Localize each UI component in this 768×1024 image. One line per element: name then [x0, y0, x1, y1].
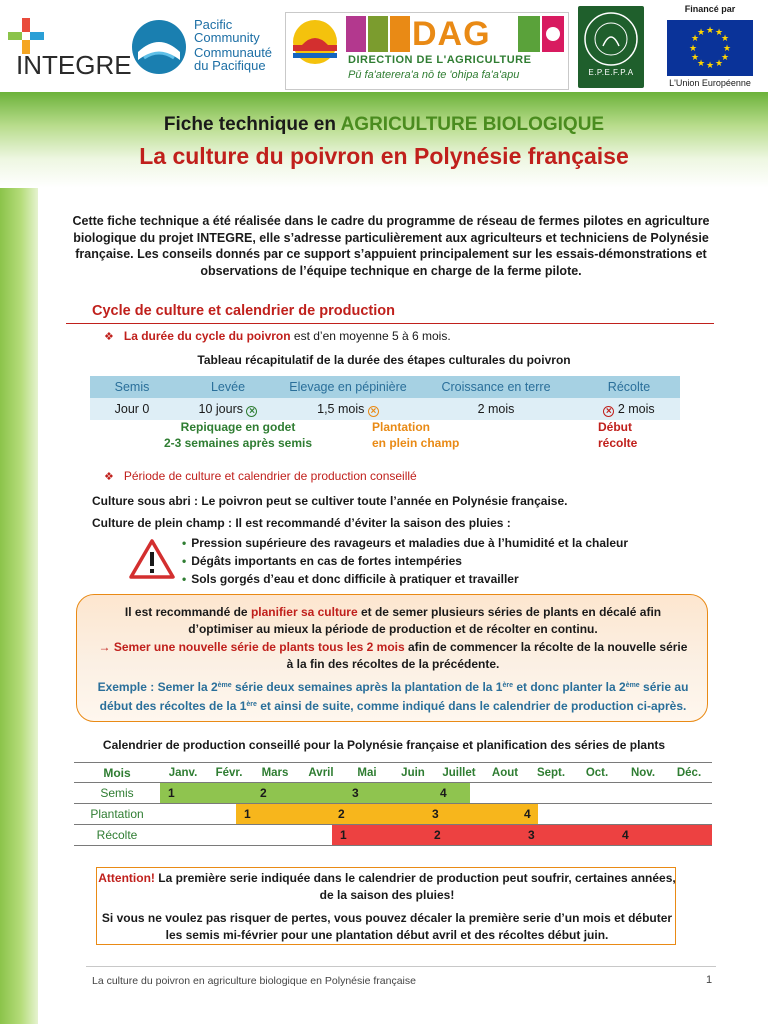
svg-text:★: ★: [705, 61, 715, 71]
agriculture-pictogram-icon: [346, 16, 410, 52]
list-item: • Sols gorgés d’eau et donc difficile à pratiquer et travailler: [182, 570, 628, 588]
semis-series-2: 2: [252, 783, 344, 803]
example-text: début des récoltes de la 1: [99, 699, 247, 713]
pacific-community-en: Pacific Community: [194, 17, 260, 45]
left-green-bar: [0, 92, 38, 1024]
dag-wordmark: DAG: [412, 15, 491, 53]
recolte-series-2: 2: [428, 825, 524, 845]
calendar-caption: Calendrier de production conseillé pour la Polynésie française et planification des séries de plants: [102, 738, 666, 752]
svg-text:★: ★: [714, 28, 724, 38]
doc-title: La culture du poivron en Polynésie française: [139, 143, 629, 169]
advice-example: [77, 677, 709, 715]
union-europeenne-label: L'Union Européenne: [669, 78, 751, 88]
pacific-community-emblem-icon: [130, 18, 188, 76]
eu-funding-logo: [655, 2, 765, 90]
header-levee: Levée: [210, 380, 246, 394]
culture-plein-champ: Culture de plein champ : Il est recommandé d’éviter la saison des pluies :: [92, 516, 511, 530]
attention-text: La première serie indiquée dans le calendrier de production peut soufrir, certaines années, de la saison des pluies!: [154, 871, 676, 902]
month-oct: Oct.: [585, 766, 609, 779]
svg-text:★: ★: [696, 59, 706, 69]
section-rule: [66, 323, 714, 324]
diamond-bullet-icon: ❖: [104, 471, 114, 483]
duration-table: [90, 376, 680, 420]
orange-marker-icon: ×: [368, 406, 379, 417]
note-repiquage: Repiquage en godet 2-3 semaines après semis: [163, 420, 313, 450]
example-text: Exemple : Semer la 2: [97, 680, 218, 694]
superscript: ème: [217, 682, 232, 689]
note-plantation: Plantation en plein champ: [372, 420, 460, 450]
semis-series-3: 3: [344, 783, 436, 803]
epefpa-label: E.P.E.F.P.A: [588, 68, 634, 77]
green-marker-icon: ×: [246, 406, 257, 417]
pacific-community-fr: Communauté du Pacifique: [194, 45, 273, 73]
superscript: ère: [502, 682, 513, 689]
warning-triangle-icon: [128, 538, 176, 580]
title-bio: AGRICULTURE BIOLOGIQUE: [340, 114, 605, 135]
example-text: série au: [639, 680, 689, 694]
calendar-row-plantation: [74, 804, 712, 825]
header-recolte: Récolte: [607, 380, 651, 394]
bullet-cycle-duration: [104, 329, 451, 343]
month-feb: Févr.: [215, 766, 243, 779]
superscript: ère: [246, 701, 257, 708]
svg-text:★: ★: [690, 34, 700, 44]
value-recolte: 2 mois: [617, 401, 655, 416]
advice-line-2: [77, 639, 709, 673]
month-jan: Janv.: [168, 766, 198, 779]
semis-series-4: 4: [436, 783, 470, 803]
plantation-series-2: 2: [332, 804, 428, 824]
ministere-agriculture-logo: [578, 6, 644, 88]
bullet-periode-text: Période de culture et calendrier de production conseillé: [123, 469, 417, 483]
attention-line-1: [97, 870, 677, 903]
month-aug: Aout: [491, 766, 519, 779]
bullet-cycle-red: La durée du cycle du poivron: [123, 329, 291, 343]
value-croissance: 2 mois: [477, 402, 515, 416]
month-sep: Sept.: [536, 766, 566, 779]
svg-text:★: ★: [720, 34, 730, 44]
dag-subtitle-fr: DIRECTION DE L'AGRICULTURE: [348, 54, 532, 66]
list-item: • Dégâts importants en cas de fortes intempéries: [182, 552, 628, 570]
value-levee-cell: [174, 402, 282, 417]
title-band: [0, 92, 768, 188]
advice-text: à la fin des récoltes de la précédente.: [286, 657, 500, 671]
example-text: série deux semaines après la plantation de la 1: [231, 680, 503, 694]
svg-text:★: ★: [696, 28, 706, 38]
bullet-periode: [104, 469, 417, 483]
calendar-months-row: [74, 762, 712, 783]
calendar-row-recolte: [74, 825, 712, 846]
rainy-season-risks: [182, 534, 628, 588]
mois-label: Mois: [103, 765, 131, 780]
svg-text:★: ★: [720, 53, 730, 63]
advice-box: [76, 594, 708, 722]
attention-line-2: Si vous ne voulez pas risquer de pertes, vous pouvez décaler la première serie d’un mois et débuter les semis mi-février pour une plantation début avril et des récoltes début juin.: [101, 911, 673, 942]
diamond-bullet-icon: ❖: [104, 331, 114, 343]
recolte-series-4: 4: [620, 825, 712, 845]
advice-text: afin de commencer la récolte de la nouvelle série: [404, 640, 688, 654]
attention-box: [96, 867, 676, 945]
logo-row: [0, 0, 768, 92]
row-label-recolte: Récolte: [96, 828, 138, 842]
eu-flag-icon: [667, 20, 753, 76]
month-nov: Nov.: [630, 766, 656, 779]
duration-table-caption: Tableau récapitulatif de la durée des étapes culturales du poivron: [197, 353, 571, 367]
calendar-row-semis: [74, 783, 712, 804]
example-text: et donc planter la 2: [512, 680, 626, 694]
eu-stars-icon: [667, 20, 753, 76]
svg-text:★: ★: [714, 59, 724, 69]
recolte-series-1: 1: [332, 825, 428, 845]
plantation-series-4: 4: [522, 804, 538, 824]
value-levee: 10 jours: [198, 401, 243, 416]
footer-title: La culture du poivron en agriculture biologique en Polynésie française: [92, 975, 416, 987]
pacific-community-logo: [130, 16, 280, 78]
flower-palm-icon: [518, 16, 564, 52]
month-may: Mai: [357, 766, 377, 779]
value-elevage: 1,5 mois: [317, 401, 365, 416]
plantation-series-1: 1: [236, 804, 332, 824]
example-text: et ainsi de suite, comme indiqué dans le calendrier de production ci-après.: [256, 699, 687, 713]
page-number: 1: [706, 974, 713, 986]
advice-text: Il est recommandé de: [124, 605, 251, 619]
note-debut-recolte: Début récolte: [598, 420, 638, 450]
title-prefix: Fiche technique en: [163, 114, 341, 135]
header-croissance: Croissance en terre: [441, 380, 551, 394]
month-dec: Déc.: [676, 766, 702, 779]
intro-paragraph: Cette fiche technique a été réalisée dans le cadre du programme de réseau de fermes pilotes en agriculture biologique du projet INTEGRE, elle s’adresse particulièrement aux agriculteurs et techniciens de Polynésie française. Les conseils donnés par ce support s’appuient principalement sur les essais-démonstrations et observations de l’équipe technique en charge de la ferme pilote.: [72, 214, 710, 278]
header-elevage: Elevage en pépinière: [289, 380, 407, 394]
finance-par-label: Financé par: [684, 4, 736, 14]
ministere-seal-icon: [578, 8, 644, 68]
integre-wordmark: INTEGRE: [16, 50, 132, 80]
integre-logo: [6, 16, 132, 80]
month-mar: Mars: [261, 766, 289, 779]
superscript: ème: [625, 682, 640, 689]
advice-red-text: planifier sa culture: [250, 605, 358, 619]
doc-subtitle: [0, 114, 768, 136]
svg-text:★: ★: [722, 44, 732, 54]
recolte-series-3: 3: [524, 825, 620, 845]
advice-text: et de semer plusieurs séries de plants en décalé afin: [357, 605, 662, 619]
svg-text:★: ★: [688, 44, 698, 54]
value-elevage-cell: [282, 402, 414, 417]
culture-sous-abri: Culture sous abri : Le poivron peut se cultiver toute l’année en Polynésie française.: [92, 494, 568, 508]
header-semis: Semis: [114, 380, 150, 394]
section-heading: Cycle de culture et calendrier de production: [92, 303, 395, 319]
month-apr: Avril: [308, 766, 334, 779]
list-item: • Pression supérieure des ravageurs et maladies due à l’humidité et la chaleur: [182, 534, 628, 552]
bullet-cycle-rest: est d’en moyenne 5 à 6 mois.: [290, 329, 451, 343]
production-calendar: [74, 762, 712, 846]
advice-text: d’optimiser au mieux la période de production et de récolter en continu.: [188, 622, 598, 636]
duration-table-header: [90, 376, 680, 398]
row-label-semis: Semis: [100, 786, 134, 800]
month-jul: Juillet: [442, 766, 476, 779]
dag-logo: [285, 12, 569, 90]
row-label-plantation: Plantation: [90, 807, 144, 821]
polynesie-francaise-emblem-icon: [290, 17, 340, 69]
svg-text:★: ★: [705, 26, 715, 36]
footer-rule: [86, 966, 716, 967]
semis-series-1: 1: [160, 783, 252, 803]
value-semis: Jour 0: [114, 402, 150, 416]
svg-text:★: ★: [690, 53, 700, 63]
advice-line-1: [77, 604, 709, 638]
attention-red-text: Attention!: [98, 871, 155, 885]
duration-table-values: [90, 398, 680, 420]
value-recolte-cell: [578, 402, 680, 417]
plantation-series-3: 3: [428, 804, 522, 824]
advice-red-text: → Semer une nouvelle série de plants tous les 2 mois: [98, 640, 405, 654]
dag-subtitle-tah: Pū fa'aterera'a nō te 'ohipa fa'a'apu: [348, 69, 520, 81]
red-marker-icon: ×: [603, 406, 614, 417]
month-jun: Juin: [401, 766, 425, 779]
